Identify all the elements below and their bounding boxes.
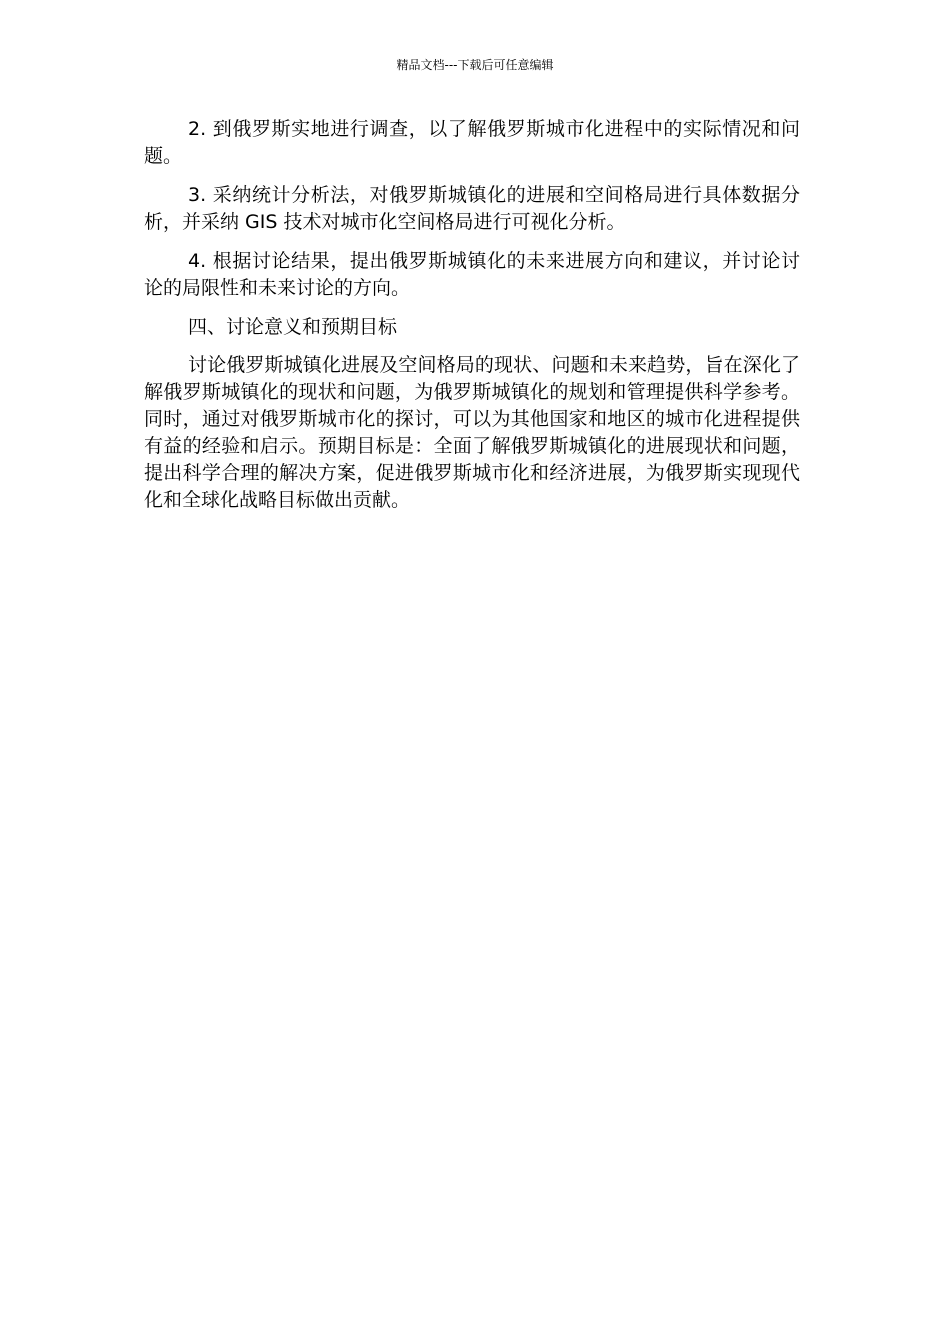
method-item-4: 4. 根据讨论结果，提出俄罗斯城镇化的未来进展方向和建议，并讨论讨论的局限性和未来讨论的方向。: [144, 250, 800, 299]
document-body: [144, 116, 800, 526]
page-header: 精品文档---下载后可任意编辑: [396, 58, 554, 72]
section-body-paragraph: 讨论俄罗斯城镇化进展及空间格局的现状、问题和未来趋势，旨在深化了解俄罗斯城镇化的现状和问题，为俄罗斯城镇化的规划和管理提供科学参考。同时，通过对俄罗斯城市化的探讨，可以为其他国家和地区的城市化进程提供有益的经验和启示。预期目标是：全面了解俄罗斯城镇化的进展现状和问题，提出科学合理的解决方案，促进俄罗斯城市化和经济进展，为俄罗斯实现现代化和全球化战略目标做出贡献。: [144, 354, 800, 511]
method-item-2: 2. 到俄罗斯实地进行调查，以了解俄罗斯城市化进程中的实际情况和问题。: [144, 118, 800, 167]
method-item-3: 3. 采纳统计分析法，对俄罗斯城镇化的进展和空间格局进行具体数据分析，并采纳 GIS 技术对城市化空间格局进行可视化分析。: [144, 184, 800, 233]
section-heading: 四、讨论意义和预期目标: [188, 316, 398, 338]
